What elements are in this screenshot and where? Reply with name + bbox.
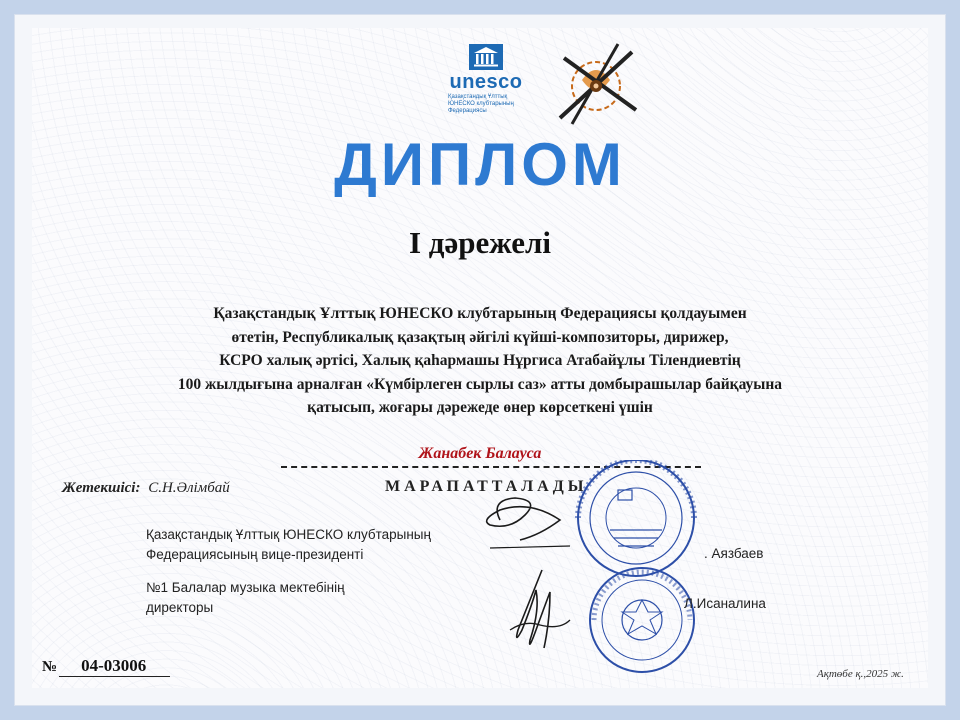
signatory-title-line: директоры: [146, 600, 214, 615]
unesco-subtitle-line: Федерациясы: [448, 108, 487, 114]
official-stamps: [568, 460, 708, 675]
body-line: қатысып, жоғары дәрежеде өнер көрсеткені үшін: [307, 399, 653, 416]
awards-label: МАРАПАТТАЛАДЫ: [385, 478, 588, 495]
number-label: №: [42, 659, 58, 675]
unesco-subtitle-line: Қазақстандық Ұлттық: [448, 94, 508, 100]
body-line: өтетін, Республикалық қазақтың әйгілі күйші-композиторы, дирижер,: [231, 328, 729, 346]
diploma-degree: І дәрежелі: [408, 225, 552, 260]
diploma-number: [42, 656, 170, 677]
unesco-wordmark: unesco: [449, 71, 523, 93]
diploma-title: ДИПЛОМ: [334, 131, 626, 198]
number-value: 04-03006: [59, 656, 170, 677]
signatory-title-line: Федерациясының вице-президенті: [146, 547, 364, 562]
unesco-subtitle-line: ЮНЕСКО клубтарының: [448, 101, 514, 107]
awardee-name: Жанабек Балауса: [418, 445, 542, 462]
body-line: Қазақстандық Ұлттық ЮНЕСКО клубтарының Федерациясы қолдауымен: [213, 305, 747, 322]
signatory-title-line: №1 Балалар музыка мектебінің: [146, 580, 345, 595]
unesco-temple-icon: [469, 44, 503, 70]
signatory-title-line: Қазақстандық Ұлттық ЮНЕСКО клубтарының: [146, 527, 431, 542]
mentor-line: [62, 480, 230, 497]
place-date: Ақтөбе қ.,2025 ж.: [817, 668, 904, 680]
body-line: КСРО халық әртісі, Халық қаһармашы Нұргиса Атабайұлы Тілендиевтің: [219, 352, 741, 369]
diploma-body: [0, 302, 960, 420]
body-line: 100 жылдығына арналған «Күмбірлеген сырлы саз» атты домбырашылар байқауына: [177, 375, 783, 393]
signatory-title: [146, 578, 345, 618]
unesco-logo: [446, 44, 526, 115]
dombra-crossed-emblem-icon: [552, 40, 644, 126]
signatory-name: . Аязбаев: [704, 546, 764, 561]
signatory-name: Л.Исаналина: [684, 596, 766, 611]
mentor-name: С.Н.Әлімбай: [148, 480, 230, 496]
mentor-label: Жетекшісі:: [62, 480, 141, 496]
signatory-title: [146, 525, 431, 565]
